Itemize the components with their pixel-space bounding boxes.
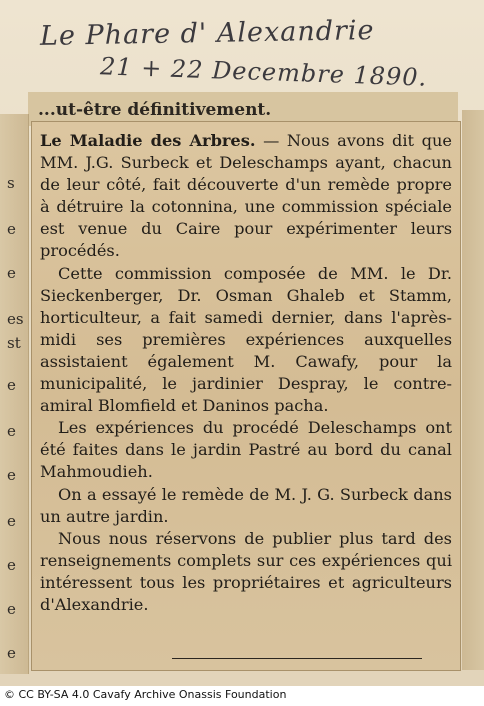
article-end-rule [172, 658, 422, 659]
margin-letter: es [7, 310, 24, 328]
handwritten-date: 21 + 22 Decembre 1890. [99, 52, 428, 92]
margin-letter: st [7, 334, 21, 352]
article-title: Le Maladie des Arbres. [40, 131, 256, 150]
margin-letter: s [7, 174, 15, 192]
margin-letter: e [7, 644, 16, 662]
left-margin-fragment [0, 114, 29, 674]
credit-bar [0, 686, 484, 706]
margin-letter: e [7, 264, 16, 282]
previous-clipping-fragment [28, 92, 458, 126]
margin-letter: e [7, 600, 16, 618]
article-paragraph [40, 130, 452, 263]
newspaper-clipping [32, 122, 460, 670]
margin-letter: e [7, 512, 16, 530]
margin-letter: e [7, 466, 16, 484]
right-margin-fragment [462, 110, 484, 670]
article-paragraph-text: — Nous avons dit que MM. J.G. Surbeck et Deleschamps ayant, chacun de leur côté, fait découverte d'un remède propre à détruire la cotonnina, une commission spéciale est venue du Caire pour expérimenter leurs procédés. [40, 131, 452, 261]
margin-letter: e [7, 376, 16, 394]
license-credit: © CC BY-SA 4.0 Cavafy Archive Onassis Foundation [4, 688, 287, 701]
article-paragraph: Cette commission composée de MM. le Dr. Sieckenberger, Dr. Osman Ghaleb et Stamm, horticulteur, a fait samedi dernier, dans l'après-midi ses premières expériences auxquelles assistaient également M. Cawafy, pour la municipalité, le jardinier Despray, le contre-amiral Blomfield et Daninos pacha. [40, 263, 452, 416]
article-body [40, 130, 452, 616]
article-paragraph: Les expériences du procédé Deleschamps ont été faites dans le jardin Pastré au bord du canal Mahmoudieh. [40, 418, 452, 482]
margin-letter: e [7, 556, 16, 574]
previous-clipping-text: ...ut-être définitivement. [38, 100, 272, 120]
margin-letter: e [7, 422, 16, 440]
margin-letter: e [7, 220, 16, 238]
article-paragraph: Nous nous réservons de publier plus tard des renseignements complets sur ces expériences qui intéressent tous les propriétaires et agriculteurs d'Alexandrie. [40, 528, 452, 614]
article-paragraph: On a essayé le remède de M. J. G. Surbeck dans un autre jardin. [40, 484, 452, 526]
handwritten-newspaper-name: Le Phare d' Alexandrie [39, 15, 375, 52]
